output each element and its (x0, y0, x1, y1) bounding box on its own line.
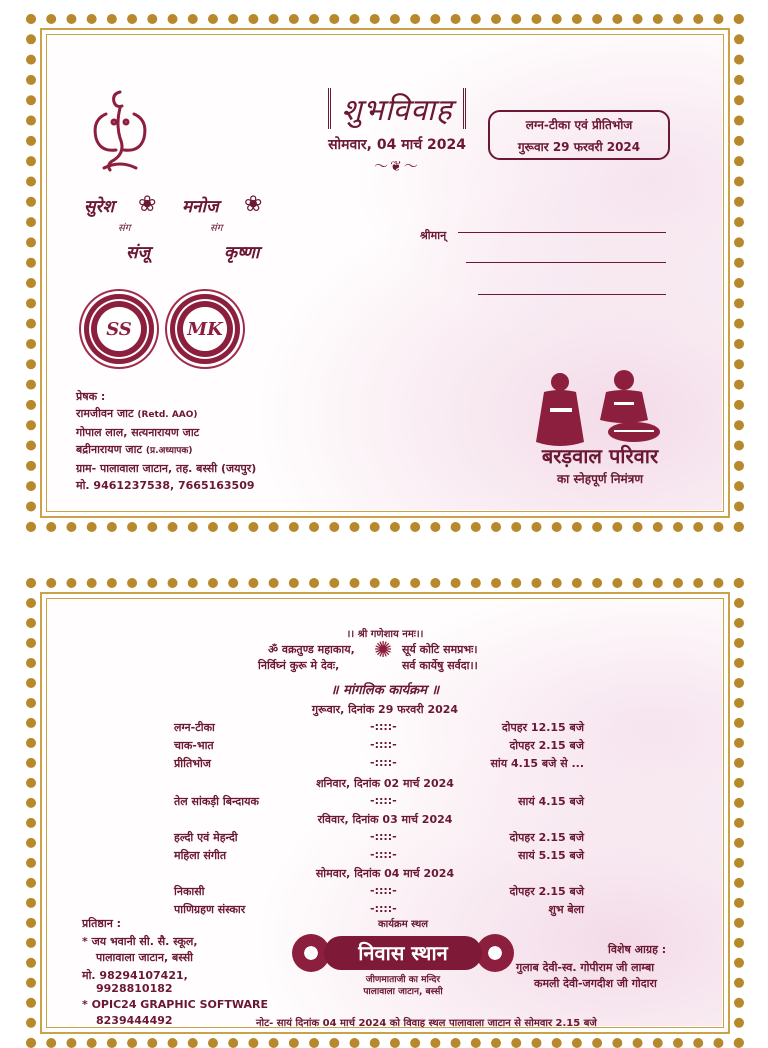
event-time: दोपहर 12.15 बजे (501, 721, 584, 734)
mangal-heading: ॥ मांगलिक कार्यक्रम ॥ (330, 683, 440, 698)
vishesh-line-1: गुलाब देवी-स्व. गोपीराम जी लाम्बा (516, 961, 655, 974)
shriman-label: श्रीमान् (420, 229, 447, 242)
event-name: निकासी (174, 885, 205, 898)
sender-label: प्रेषक : (76, 390, 106, 403)
venue-sub-2: पालावाला जाटान, बस्सी (363, 987, 443, 997)
monogram-medallion-2 (170, 294, 240, 364)
event-name: महिला संगीत (174, 849, 227, 862)
invitation-card-front (26, 14, 744, 532)
floral-motif-icon: ❀ (138, 192, 157, 217)
family-invitation-text: का स्नेहपूर्ण निमंत्रण (556, 472, 644, 486)
event-separator: -::::- (370, 902, 397, 915)
event-separator: -::::- (370, 884, 397, 897)
groom-name-1: सुरेश (84, 197, 115, 217)
pratishthan-label: प्रतिष्ठान : (82, 917, 122, 930)
event-time: शुभ बेला (548, 903, 584, 916)
vishesh-label: विशेष आग्रह : (608, 943, 667, 956)
venue-label: कार्यक्रम स्थल (377, 919, 429, 930)
sender-line-3: बद्रीनारायण जाट (प्र.अध्यापक) (76, 443, 193, 456)
vishesh-line-2: कमली देवी-जगदीश जी गोदारा (534, 977, 657, 990)
groom-name-2: मनोज (182, 197, 219, 217)
event-name: चाक-भात (174, 739, 214, 752)
lagan-box-line2: गुरूवार 29 फरवरी 2024 (517, 140, 641, 154)
pratishthan-line-6: 8239444492 (96, 1014, 173, 1027)
venue-sub-1: जीणमाताजी का मन्दिर (365, 975, 441, 985)
invitation-card-program (26, 578, 744, 1048)
event-name: प्रीतिभोज (174, 757, 211, 770)
sender-line-4: ग्राम- पालावाला जाटान, तह. बस्सी (जयपुर) (76, 462, 257, 475)
address-line-1 (458, 232, 666, 233)
address-line-2 (466, 262, 666, 263)
event-time: सांय 4.15 बजे से ... (490, 757, 584, 770)
event-separator: -::::- (370, 738, 397, 751)
pratishthan-line-3: मो. 98294107421, (82, 969, 188, 982)
event-time: दोपहर 2.15 बजे (509, 885, 584, 898)
event-time: सायं 4.15 बजे (518, 795, 584, 808)
pratishthan-line-1: * जय भवानी सी. सै. स्कूल, (82, 935, 198, 948)
shloka-left-1: ॐ वक्रतुण्ड महाकाय, (268, 643, 355, 656)
day-header-1: गुरूवार, दिनांक 29 फरवरी 2024 (311, 703, 459, 716)
address-line-3 (478, 294, 666, 295)
shloka-right-2: सर्व कार्येषु सर्वदा।। (402, 659, 478, 672)
sender-line-1: रामजीवन जाट (Retd. AAO) (76, 407, 198, 420)
event-time: सायं 5.15 बजे (518, 849, 584, 862)
flourish-divider-icon: 〜❦〜 (374, 159, 420, 175)
event-separator: -::::- (370, 794, 397, 807)
sender-line-5: मो. 9461237538, 7665163509 (76, 479, 255, 492)
event-separator: -::::- (370, 848, 397, 861)
monogram-text-1: SS (106, 318, 132, 340)
venue-block (314, 919, 492, 998)
lagan-box-line1: लग्न-टीका एवं प्रीतिभोज (525, 118, 633, 132)
wedding-date: सोमवार, 04 मार्च 2024 (328, 137, 466, 153)
event-name: हल्दी एवं मेहन्दी (174, 831, 238, 844)
day-header-3: रविवार, दिनांक 03 मार्च 2024 (317, 813, 453, 826)
day-header-2: शनिवार, दिनांक 02 मार्च 2024 (316, 777, 454, 790)
event-name: पाणिग्रहण संस्कार (174, 903, 246, 916)
shloka-left-2: निर्विघ्नं कुरू मे देवः, (258, 659, 340, 672)
bride-name-2: कृष्णा (224, 243, 260, 263)
monogram-text-2: MK (187, 318, 223, 340)
footer-note: नोट- सायं दिनांक 04 मार्च 2024 को विवाह स्थल पालावाला जाटान से सोमवार 2.15 बजे (256, 1018, 597, 1029)
bride-name-1: संजू (126, 243, 151, 263)
event-name: तेल सांकड़ी बिन्दायक (174, 795, 259, 808)
family-name: बरड़वाल परिवार (541, 444, 659, 468)
event-separator: -::::- (370, 830, 397, 843)
invocation: ।। श्री गणेशाय नमः।। (346, 629, 424, 640)
event-name: लग्न-टीका (174, 721, 215, 734)
sang-label-2: संग (210, 223, 223, 234)
sang-label-1: संग (118, 223, 131, 234)
event-time: दोपहर 2.15 बजे (509, 739, 584, 752)
venue-sub (314, 974, 492, 998)
ganesh-small-icon: ✺ (374, 638, 393, 663)
shloka-right-1: सूर्य कोटि समप्रभः। (402, 643, 478, 656)
venue-name: निवास स्थान (324, 936, 482, 970)
lagan-tika-box (488, 110, 670, 160)
sender-line-2: गोपाल लाल, सत्यनारायण जाट (76, 426, 200, 439)
monogram-medallion-1 (84, 294, 154, 364)
floral-motif-icon: ❀ (244, 192, 263, 217)
event-separator: -::::- (370, 756, 397, 769)
event-separator: -::::- (370, 720, 397, 733)
pratishthan-line-2: पालावाला जाटान, बस्सी (96, 951, 193, 964)
day-header-4: सोमवार, दिनांक 04 मार्च 2024 (315, 867, 455, 880)
title-block (292, 88, 502, 176)
event-time: दोपहर 2.15 बजे (509, 831, 584, 844)
sender-block (76, 388, 256, 494)
pratishthan-line-4: 9928810182 (96, 982, 173, 995)
ganesh-icon (84, 84, 156, 184)
page-title: शुभविवाह (328, 88, 465, 129)
pratishthan-line-5: * OPIC24 GRAPHIC SOFTWARE (82, 998, 269, 1011)
